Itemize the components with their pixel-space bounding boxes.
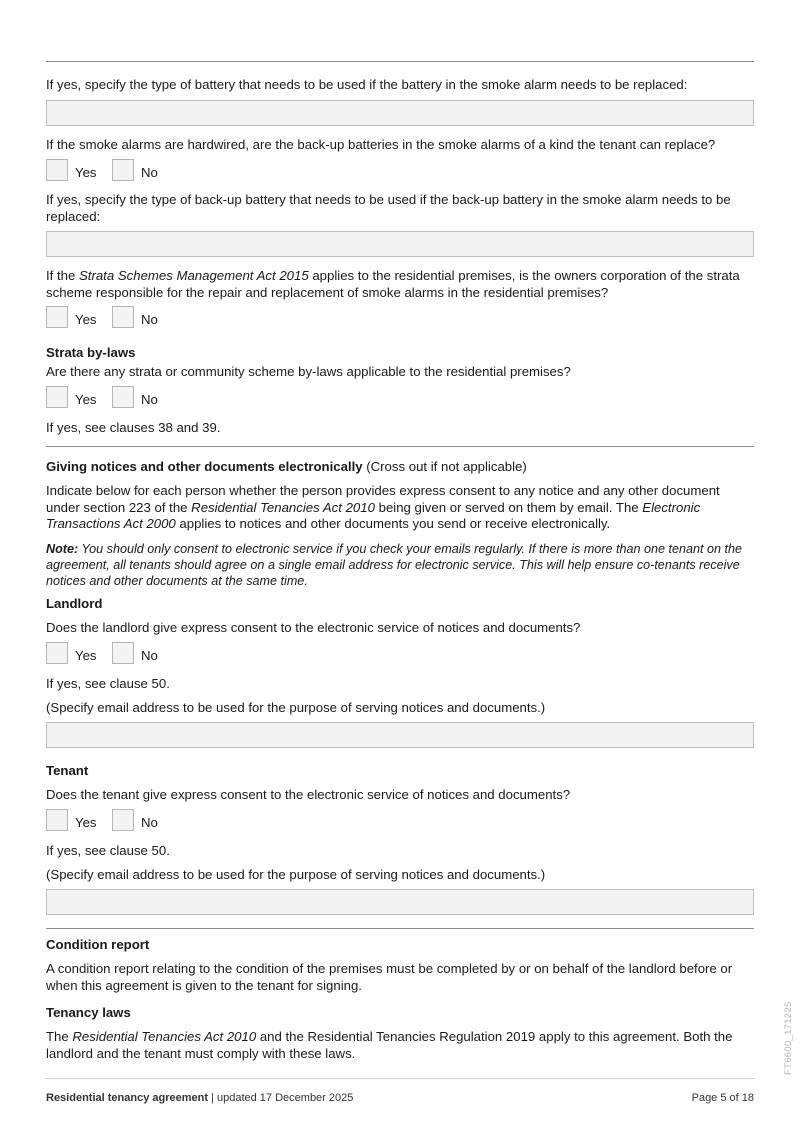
- battery-type-question: If yes, specify the type of battery that needs to be used if the battery in the smoke alarm needs to be replaced:: [46, 77, 688, 92]
- section-divider: [46, 928, 754, 929]
- condition-report-text: A condition report relating to the condition of the premises must be completed by or on behalf of the landlord before or when this agreement is given to the tenant for signing.: [46, 961, 733, 993]
- landlord-no-checkbox[interactable]: [112, 642, 134, 664]
- tenant-heading: Tenant: [46, 763, 89, 778]
- backup-battery-question: If yes, specify the type of back-up battery that needs to be used if the back-up battery in the smoke alarm needs to be replaced:: [46, 192, 731, 224]
- tenancy-laws-heading: Tenancy laws: [46, 1005, 131, 1020]
- electronic-note: Note: You should only consent to electronic service if you check your emails regularly. If there is more than one tenant on the agreement, all tenants should agree on a single email address for electronic service. This will help ensure co-tenants receive notices and other documents at the same time.: [46, 542, 743, 588]
- strata-smoke-yes-checkbox[interactable]: [46, 306, 68, 328]
- tenant-email-prompt: (Specify email address to be used for the purpose of serving notices and documents.): [46, 867, 546, 882]
- electronic-heading: Giving notices and other documents electronically (Cross out if not applicable): [46, 459, 527, 474]
- bylaws-no-checkbox[interactable]: [112, 386, 134, 408]
- strata-smoke-yes-label: Yes: [75, 312, 97, 327]
- tenant-yes-checkbox[interactable]: [46, 809, 68, 831]
- tenant-yes-label: Yes: [75, 815, 97, 830]
- tenancy-laws-text: The Residential Tenancies Act 2010 and the Residential Tenancies Regulation 2019 apply to this agreement. Both the landlord and the tenant must comply with these laws.: [46, 1029, 733, 1061]
- electronic-paragraph: Indicate below for each person whether the person provides express consent to any notice and any other document under section 223 of the Residential Tenancies Act 2010 being given or served on them by email. The Electronic Transactions Act 2000 applies to notices and other documents you send or receive electronically.: [46, 483, 720, 531]
- tenant-question: Does the tenant give express consent to the electronic service of notices and documents?: [46, 787, 571, 802]
- bylaws-clause-note: If yes, see clauses 38 and 39.: [46, 420, 221, 435]
- landlord-question: Does the landlord give express consent to the electronic service of notices and documents?: [46, 620, 581, 635]
- footer-doc-info: Residential tenancy agreement | updated 17 December 2025: [46, 1092, 354, 1104]
- hardwired-yes-label: Yes: [75, 165, 97, 180]
- landlord-email-prompt: (Specify email address to be used for the purpose of serving notices and documents.): [46, 700, 546, 715]
- landlord-yes-checkbox[interactable]: [46, 642, 68, 664]
- landlord-clause-note: If yes, see clause 50.: [46, 676, 170, 691]
- tenant-email-field[interactable]: [46, 889, 754, 915]
- landlord-no-label: No: [141, 648, 158, 663]
- hardwired-no-checkbox[interactable]: [112, 159, 134, 181]
- bylaws-no-label: No: [141, 392, 158, 407]
- footer-divider: [46, 1078, 754, 1079]
- hardwired-no-label: No: [141, 165, 158, 180]
- landlord-yes-label: Yes: [75, 648, 97, 663]
- form-code: FT6600_171225: [783, 1001, 794, 1075]
- section-divider: [46, 446, 754, 447]
- bylaws-yes-label: Yes: [75, 392, 97, 407]
- strata-bylaws-question: Are there any strata or community scheme by-laws applicable to the residential premises?: [46, 364, 571, 379]
- strata-bylaws-heading: Strata by-laws: [46, 345, 136, 360]
- landlord-email-field[interactable]: [46, 722, 754, 748]
- landlord-heading: Landlord: [46, 596, 103, 611]
- strata-smoke-no-label: No: [141, 312, 158, 327]
- backup-battery-field[interactable]: [46, 231, 754, 257]
- hardwired-yes-checkbox[interactable]: [46, 159, 68, 181]
- strata-smoke-question: If the Strata Schemes Management Act 2015 applies to the residential premises, is the owners corporation of the strata scheme responsible for the repair and replacement of smoke alarms in the residential premises?: [46, 268, 740, 300]
- tenant-no-checkbox[interactable]: [112, 809, 134, 831]
- hardwired-question: If the smoke alarms are hardwired, are the back-up batteries in the smoke alarms of a kind the tenant can replace?: [46, 137, 716, 152]
- battery-type-field[interactable]: [46, 100, 754, 126]
- strata-smoke-no-checkbox[interactable]: [112, 306, 134, 328]
- tenant-no-label: No: [141, 815, 158, 830]
- top-divider: [46, 61, 754, 62]
- footer-page-number: Page 5 of 18: [691, 1092, 754, 1104]
- bylaws-yes-checkbox[interactable]: [46, 386, 68, 408]
- condition-report-heading: Condition report: [46, 937, 150, 952]
- tenant-clause-note: If yes, see clause 50.: [46, 843, 170, 858]
